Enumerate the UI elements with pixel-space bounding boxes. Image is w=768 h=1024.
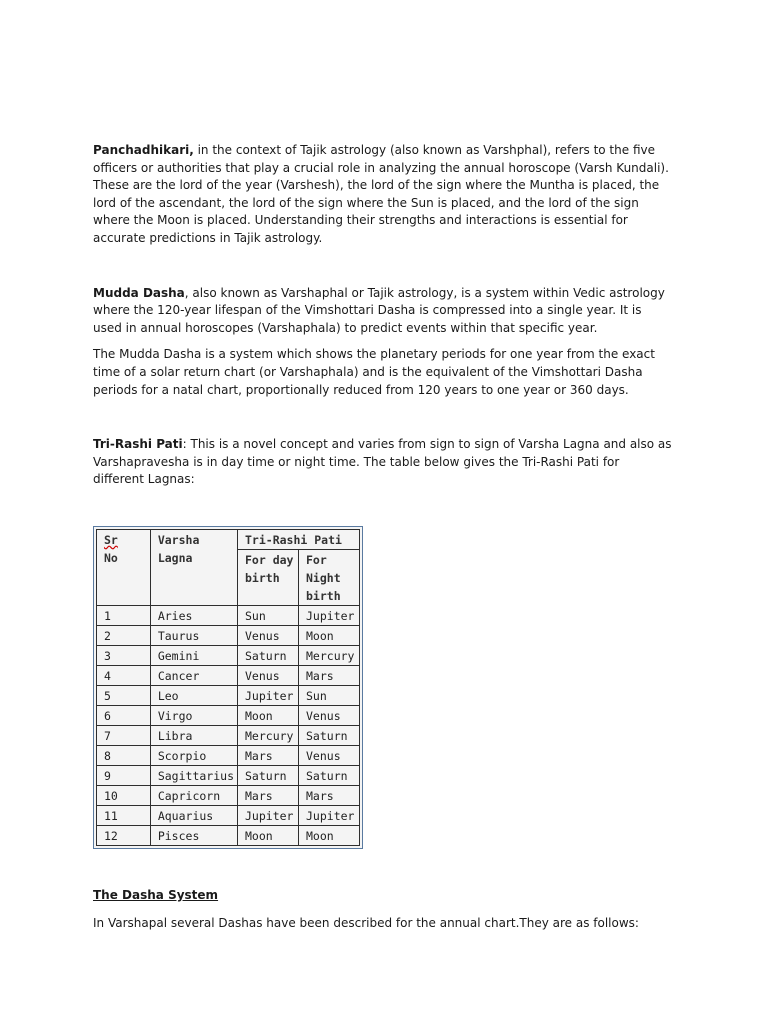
cell-sr: 8 — [97, 745, 151, 765]
table-row — [97, 745, 360, 765]
col-night-header: For Night birth — [299, 549, 360, 605]
cell-night: Sun — [299, 685, 360, 705]
cell-day: Venus — [238, 665, 299, 685]
tri-rashi-term: Tri-Rashi Pati — [93, 437, 183, 452]
cell-lagna: Sagittarius — [150, 765, 237, 785]
cell-night: Venus — [299, 705, 360, 725]
document-page — [93, 142, 673, 932]
col-sr-header — [97, 529, 151, 605]
cell-lagna: Virgo — [150, 705, 237, 725]
cell-night: Mars — [299, 785, 360, 805]
table-row — [97, 625, 360, 645]
table-row — [97, 645, 360, 665]
table-row — [97, 725, 360, 745]
cell-sr: 3 — [97, 645, 151, 665]
table-row — [97, 825, 360, 845]
mudda-dasha-term: Mudda Dasha — [93, 285, 185, 300]
cell-day: Sun — [238, 605, 299, 625]
cell-night: Jupiter — [299, 605, 360, 625]
table-row — [97, 785, 360, 805]
cell-night: Jupiter — [299, 805, 360, 825]
cell-day: Venus — [238, 625, 299, 645]
tri-rashi-paragraph — [93, 436, 673, 489]
cell-day: Moon — [238, 825, 299, 845]
table-row — [97, 665, 360, 685]
cell-lagna: Leo — [150, 685, 237, 705]
cell-sr: 4 — [97, 665, 151, 685]
dasha-system-title: The Dasha System — [93, 887, 219, 902]
cell-night: Mars — [299, 665, 360, 685]
mudda-dasha-text: , also known as Varshaphal or Tajik astrology, is a system within Vedic astrology where the 120-year lifespan of the Vimshottari Dasha is compressed into a single year. It is used in annual horoscopes (Varshaphala) to predict events within that specific year. — [93, 285, 665, 335]
cell-lagna: Aries — [150, 605, 237, 625]
cell-sr: 2 — [97, 625, 151, 645]
col-tri-rashi-header: Tri-Rashi Pati — [238, 529, 360, 549]
dasha-system-paragraph: In Varshapal several Dashas have been described for the annual chart.They are as follows: — [93, 915, 639, 930]
cell-lagna: Capricorn — [150, 785, 237, 805]
table-row — [97, 605, 360, 625]
col-sr-label-1: Sr — [104, 532, 118, 547]
cell-sr: 10 — [97, 785, 151, 805]
cell-day: Jupiter — [238, 685, 299, 705]
cell-sr: 11 — [97, 805, 151, 825]
cell-day: Saturn — [238, 645, 299, 665]
col-sr-label-2: No — [104, 550, 118, 565]
cell-night: Saturn — [299, 725, 360, 745]
tri-rashi-text: : This is a novel concept and varies from sign to sign of Varsha Lagna and also as Varshapravesha is in day time or night time. The table below gives the Tri-Rashi Pati for different Lagnas: — [93, 437, 672, 487]
mudda-dasha-paragraph — [93, 285, 673, 338]
cell-night: Moon — [299, 625, 360, 645]
tri-rashi-table-image — [93, 526, 363, 849]
panchadhikari-text: in the context of Tajik astrology (also known as Varshphal), refers to the five officers or authorities that play a crucial role in analyzing the annual horoscope (Varsh Kundali). These are the lord of the year (Varshesh), the lord of the sign where the Muntha is placed, the lord of the ascendant, the lord of the sign where the Sun is placed, and the lord of the sign where the Moon is placed. Understanding their strengths and interactions is essential for accurate predictions in Tajik astrology. — [93, 143, 669, 245]
panchadhikari-term: Panchadhikari, — [93, 143, 194, 157]
cell-lagna: Scorpio — [150, 745, 237, 765]
cell-sr: 5 — [97, 685, 151, 705]
table-body — [97, 605, 360, 845]
cell-lagna: Pisces — [150, 825, 237, 845]
cell-day: Mercury — [238, 725, 299, 745]
cell-lagna: Taurus — [150, 625, 237, 645]
cell-day: Jupiter — [238, 805, 299, 825]
cell-lagna: Gemini — [150, 645, 237, 665]
tri-rashi-table — [96, 529, 360, 846]
cell-lagna: Cancer — [150, 665, 237, 685]
cell-night: Mercury — [299, 645, 360, 665]
cell-night: Saturn — [299, 765, 360, 785]
col-lagna-header: Varsha Lagna — [150, 529, 237, 605]
col-day-header: For day birth — [238, 549, 299, 605]
table-row — [97, 805, 360, 825]
cell-sr: 9 — [97, 765, 151, 785]
table-row — [97, 765, 360, 785]
cell-day: Moon — [238, 705, 299, 725]
cell-sr: 1 — [97, 605, 151, 625]
cell-night: Venus — [299, 745, 360, 765]
table-row — [97, 685, 360, 705]
cell-day: Mars — [238, 745, 299, 765]
cell-sr: 12 — [97, 825, 151, 845]
cell-sr: 6 — [97, 705, 151, 725]
table-row — [97, 705, 360, 725]
cell-lagna: Libra — [150, 725, 237, 745]
cell-day: Saturn — [238, 765, 299, 785]
table-header-row — [97, 529, 360, 549]
cell-lagna: Aquarius — [150, 805, 237, 825]
cell-night: Moon — [299, 825, 360, 845]
panchadhikari-paragraph — [93, 142, 673, 248]
cell-day: Mars — [238, 785, 299, 805]
cell-sr: 7 — [97, 725, 151, 745]
mudda-dasha-paragraph-2: The Mudda Dasha is a system which shows the planetary periods for one year from the exact time of a solar return chart (or Varshaphala) and is the equivalent of the Vimshottari Dasha periods for a natal chart, proportionally reduced from 120 years to one year or 360 days. — [93, 347, 655, 397]
